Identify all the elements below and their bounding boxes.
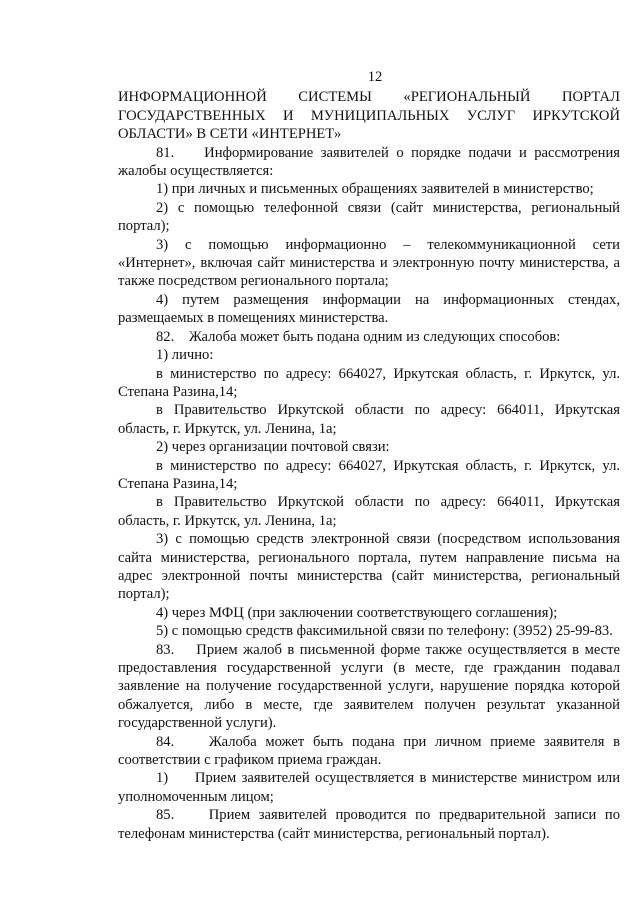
paragraph-83: 83. Прием жалоб в письменной форме также осуществляется в месте предоставления государственной услуги (в месте, где гражданин подавал заявление на получение государственной услуги, нарушение порядка которой обжалуется, либо в месте, где заявителем получен результат указанной государственной услуги). (118, 641, 620, 732)
document-page (118, 68, 620, 843)
page-number: 12 (367, 69, 383, 85)
paragraph-82: 82. Жалоба может быть подана одним из следующих способов: (156, 328, 561, 345)
paragraph-82-item-5: 5) с помощью средств факсимильной связи по телефону: (3952) 25-99-83. (156, 623, 613, 640)
section-heading: ИНФОРМАЦИОННОЙ СИСТЕМЫ «РЕГИОНАЛЬНЫЙ ПОРТАЛ ГОСУДАРСТВЕННЫХ И МУНИЦИПАЛЬНЫХ УСЛУГ ИРКУТСКОЙ ОБЛАСТИ» В СЕТИ «ИНТЕРНЕТ» (118, 89, 620, 143)
paragraph-81-item-2: 2) с помощью телефонной связи (сайт министерства, региональный портал); (118, 199, 620, 235)
paragraph-82-address-ministry-1: в министерство по адресу: 664027, Иркутская область, г. Иркутск, ул. Степана Разина,14; (118, 365, 620, 400)
paragraph-82-address-government-2: в Правительство Иркутской области по адресу: 664011, Иркутская область, г. Иркутск, ул. Ленина, 1а; (118, 494, 620, 529)
paragraph-82-address-government-1: в Правительство Иркутской области по адресу: 664011, Иркутская область, г. Иркутск, ул. Ленина, 1а; (118, 402, 620, 437)
paragraph-82-item-3: 3) с помощью средств электронной связи (посредством использования сайта министерства, регионального портала, путем направление письма на адрес электронной почты министерства (сайт министерства, региональный портал); (118, 531, 620, 603)
paragraph-81-item-3: 3) с помощью информационно – телекоммуникационной сети «Интернет», включая сайт министерства и электронную почту министерства, а также посредством регионального портала; (118, 236, 620, 290)
paragraph-82-item-4: 4) через МФЦ (при заключении соответствующего соглашения); (156, 604, 558, 621)
paragraph-82-item-2: 2) через организации почтовой связи: (156, 439, 390, 456)
paragraph-84: 84. Жалоба может быть подана при личном приеме заявителя в соответствии с графиком приема граждан. (118, 733, 620, 769)
paragraph-81-item-4: 4) путем размещения информации на информационных стендах, размещаемых в помещениях министерства. (118, 291, 620, 327)
paragraph-84-item-1: 1) Прием заявителей осуществляется в министерстве министром или уполномоченным лицом; (118, 770, 620, 805)
paragraph-81: 81. Информирование заявителей о порядке подачи и рассмотрения жалобы осуществляется: (118, 144, 620, 180)
paragraph-81-item-1: 1) при личных и письменных обращениях заявителей в министерство; (156, 181, 594, 198)
paragraph-85: 85. Прием заявителей проводится по предварительной записи по телефонам министерства (сайт министерства, региональный портал). (118, 807, 620, 842)
paragraph-82-item-1: 1) лично: (156, 347, 214, 364)
paragraph-82-address-ministry-2: в министерство по адресу: 664027, Иркутская область, г. Иркутск, ул. Степана Разина,14; (118, 457, 620, 492)
